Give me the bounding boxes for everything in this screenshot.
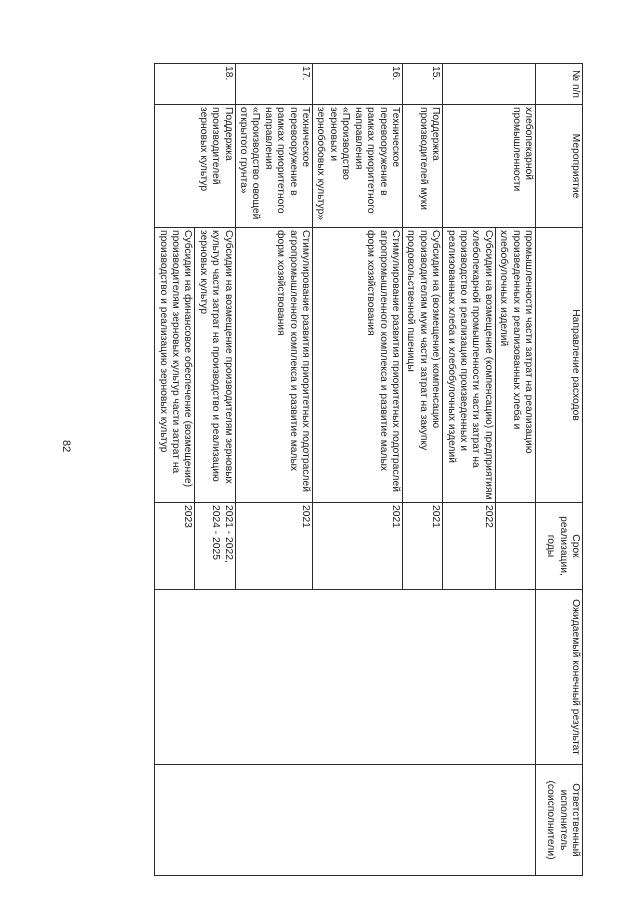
row-num: 17. [235,64,312,105]
row-event: Техническое перевооружение в рамках приоритетного направления «Производство овощей открытого грунта» [235,105,312,228]
table-header-row [536,64,583,876]
page-number: 82 [60,440,72,453]
row-term: 2023 [155,503,195,590]
row-num [443,64,536,105]
row-direction: Стимулирование развития приоритетных подотраслей агропромышленного комплекса и развитие малых форм хозяйствования [235,228,312,503]
row-num: 15. [402,64,442,105]
row-term: 2021 - 2022, 2024 - 2025 [195,503,235,590]
row-term: 2021 [313,503,403,590]
row-term: 2021 [402,503,442,590]
row-direction: Субсидии на возмещение производителям зерновых культур части затрат на производство и реализацию зерновых культур [195,228,235,503]
header-direction: Направление расходов [536,228,583,503]
header-num: № п/п [536,64,583,105]
row-event: Поддержка производителей зерновых культур [155,105,235,228]
row-event: хлебопекарной промышленности [443,105,536,228]
row-term [495,503,535,590]
row-num: 16. [313,64,403,105]
header-term: Срок реализации, годы [536,503,583,590]
program-events-table [154,63,583,876]
row-direction: Стимулирование развития приоритетных подотраслей агропромышленного комплекса и развитие малых форм хозяйствования [313,228,403,503]
row-event: Техническое перевооружение в рамках приоритетного направления «Производство зерновых и зернобобовых культур» [313,105,403,228]
row-term: 2021 [235,503,312,590]
header-event: Мероприятие [536,105,583,228]
table-row [495,64,535,876]
result-cell [155,590,536,765]
header-responsible: Ответственный исполнитель (соисполнители) [536,765,583,876]
row-direction: Субсидии на (возмещение) компенсацию производителям муки части затрат на закупку продовольственной пшеницы [402,228,442,503]
row-num: 18. [155,64,235,105]
rotated-table-wrapper [92,63,583,860]
row-direction: Субсидии на возмещение (компенсацию) предприятиям хлебопекарной промышленности части затрат на производство и реализацию произведенных и реализованных хлеба и хлебобулочных изделий [443,228,496,503]
row-term: 2022 [443,503,496,590]
header-result: Ожидаемый конечный результат [536,590,583,765]
row-direction: Субсидии на финансовое обеспечение (возмещение) производителям зерновых культур части затрат на производство и реализацию зерновых культур [155,228,195,503]
row-event: Поддержка производителей муки [402,105,442,228]
responsible-cell [155,765,536,876]
row-direction: промышленности части затрат на реализацию произведенных и реализованных хлеба и хлебобулочных изделий [495,228,535,503]
